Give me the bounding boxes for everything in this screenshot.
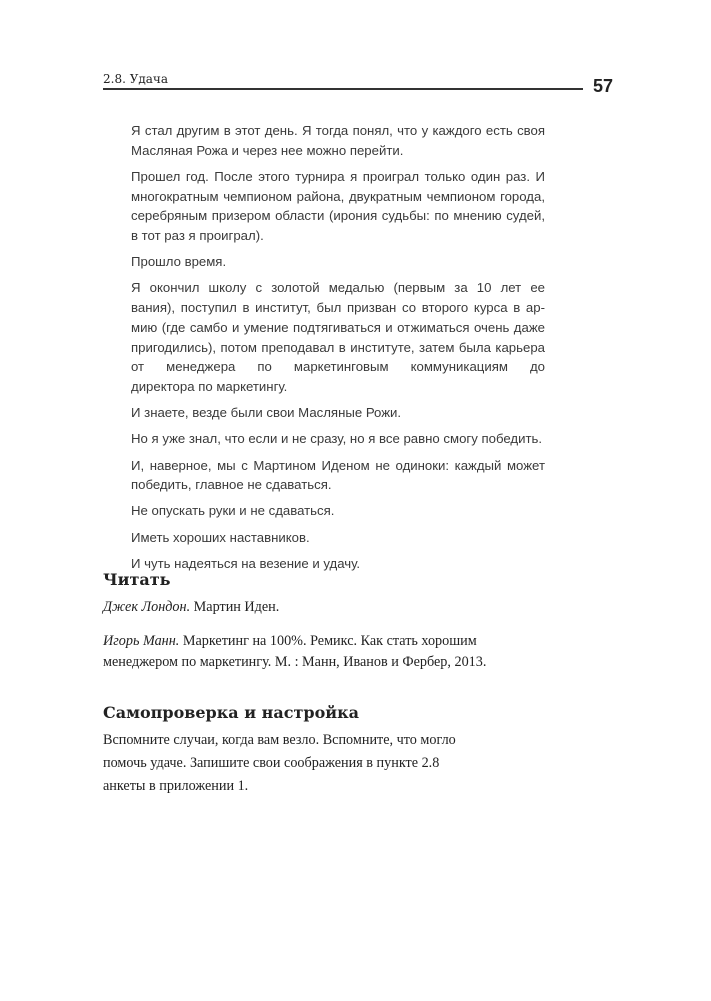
paragraph-line: Прошло время. (131, 254, 227, 270)
paragraph-line: И, наверное, мы с Мартином Иденом не одиноки: каждый может (131, 457, 545, 473)
selfcheck-line: помочь удаче. Запишите свои соображения в пункте 2.8 (103, 755, 440, 771)
paragraph-line: от менеджера по маркетинговым коммуникациям до (131, 359, 545, 375)
header-rule (103, 88, 583, 90)
running-header: 2.8. Удача (103, 72, 169, 86)
author: Джек Лондон. (103, 599, 191, 615)
selfcheck-line: анкеты в приложении 1. (103, 778, 249, 794)
paragraph-line: И знаете, везде были свои Масляные Рожи. (131, 405, 402, 421)
paragraph-line: Я стал другим в этот день. Я тогда понял, что у каждого есть своя (131, 123, 545, 138)
paragraph-line: мию (где самбо и умение подтягиваться и отжиматься очень даже (131, 319, 545, 335)
paragraph-line: директора по маркетингу. (131, 378, 288, 394)
selfcheck-line: Вспомните случаи, когда вам везло. Вспомните, что могло (103, 732, 456, 748)
book-title: Маркетинг на 100%. Ремикс. Как стать хорошим (179, 633, 477, 649)
reading-item (103, 597, 279, 617)
paragraph-line: вания), поступил в институт, был призван со второго курса в ар- (131, 300, 545, 316)
paragraph-line: Иметь хороших наставников. (131, 529, 310, 545)
author: Игорь Манн. (103, 633, 180, 649)
paragraph-line: Не опускать руки и не сдаваться. (131, 503, 335, 519)
paragraph-line: Прошел год. После этого турнира я проиграл только один раз. И (131, 168, 545, 184)
paragraph-line: многократным чемпионом района, двукратным чемпионом города, (131, 188, 545, 204)
paragraph-line: Но я уже знал, что если и не сразу, но я все равно смогу победить. (131, 431, 543, 447)
paragraph-line: серебряным призером области (ирония судьбы: по мнению судей, (131, 208, 545, 224)
reading-item-cont: менеджером по маркетингу. М. : Манн, Иванов и Фербер, 2013. (103, 654, 487, 670)
page-number: 57 (593, 76, 614, 96)
paragraph-line: в тот раз я проиграл). (131, 228, 264, 243)
reading-heading: Читать (103, 570, 171, 589)
paragraph-line: Масляная Рожа и через нее можно перейти. (131, 142, 404, 158)
paragraph-line: И чуть надеяться на везение и удачу. (131, 555, 361, 571)
selfcheck-heading: Самопроверка и настройка (103, 703, 360, 722)
reading-item (103, 631, 477, 651)
paragraph-line: Я окончил школу с золотой медалью (первым за 10 лет ее (131, 280, 545, 296)
paragraph-line: пригодились), потом преподавал в институте, затем была карьера (131, 339, 545, 355)
book-title: Мартин Иден. (190, 599, 280, 615)
paragraph-line: победить, главное не сдаваться. (131, 477, 332, 493)
